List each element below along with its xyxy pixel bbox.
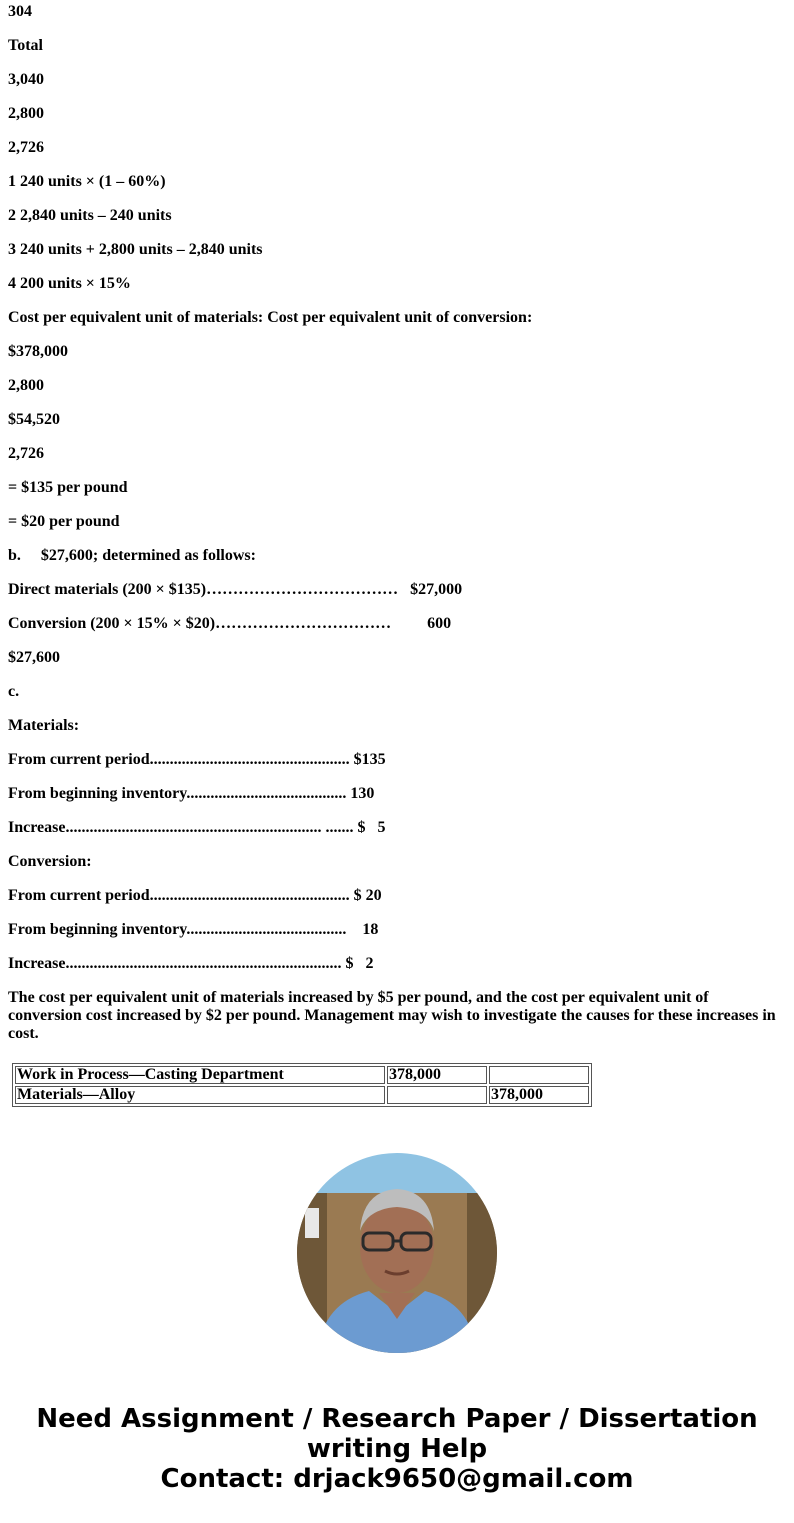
text-line: From current period.................................................. $ 20	[8, 887, 382, 904]
text-line: 3 240 units + 2,800 units – 2,840 units	[8, 241, 263, 258]
table-row	[15, 1086, 589, 1104]
contact-banner	[0, 1404, 794, 1494]
text-line: Cost per equivalent unit of materials: Cost per equivalent unit of conversion:	[8, 309, 533, 326]
text-line: 2,726	[8, 139, 44, 156]
text-line: = $135 per pound	[8, 479, 128, 496]
debit-cell: 378,000	[387, 1066, 487, 1084]
account-cell: Work in Process—Casting Department	[15, 1066, 385, 1084]
text-line: $54,520	[8, 411, 60, 428]
text-line: 2 2,840 units – 240 units	[8, 207, 172, 224]
text-line: c.	[8, 683, 20, 700]
author-photo	[297, 1153, 497, 1353]
text-line: From beginning inventory........................................ 130	[8, 785, 375, 802]
text-line: Conversion:	[8, 853, 92, 870]
credit-cell: 378,000	[489, 1086, 589, 1104]
text-line: $27,600	[8, 649, 60, 666]
banner-line-3: Contact: drjack9650@gmail.com	[160, 1464, 634, 1494]
conclusion-paragraph: The cost per equivalent unit of materials increased by $5 per pound, and the cost per equivalent unit of conversion cost increased by $2 per pound. Management may wish to investigate the causes for these increases in cost.	[8, 989, 776, 1042]
table-row	[15, 1066, 589, 1084]
text-line: 2,800	[8, 377, 44, 394]
text-line: = $20 per pound	[8, 513, 120, 530]
text-line: Increase................................................................ ....... $ 5	[8, 819, 386, 836]
text-line: From beginning inventory........................................ 18	[8, 921, 379, 938]
text-line: Conversion (200 × 15% × $20)…………………………… 600	[8, 615, 452, 632]
text-line: Materials:	[8, 717, 80, 734]
journal-entry-table	[12, 1063, 592, 1107]
text-line: 2,800	[8, 105, 44, 122]
text-line: 3,040	[8, 71, 44, 88]
credit-cell	[489, 1066, 589, 1084]
text-line: Direct materials (200 × $135)……………………………… $27,000	[8, 581, 463, 598]
banner-line-1: Need Assignment / Research Paper / Dissertation	[36, 1404, 758, 1434]
text-line: 4 200 units × 15%	[8, 275, 131, 292]
debit-cell	[387, 1086, 487, 1104]
text-line: 304	[8, 3, 32, 20]
text-line: 1 240 units × (1 – 60%)	[8, 173, 166, 190]
account-cell: Materials—Alloy	[15, 1086, 385, 1104]
text-line: b. $27,600; determined as follows:	[8, 547, 256, 564]
text-line: $378,000	[8, 343, 68, 360]
text-line: Total	[8, 37, 43, 54]
text-line: From current period.................................................. $135	[8, 751, 386, 768]
author-portrait-image	[297, 1153, 497, 1353]
text-line: Increase..................................................................... $ 2	[8, 955, 374, 972]
text-line: 2,726	[8, 445, 44, 462]
banner-line-2: writing Help	[306, 1434, 488, 1464]
